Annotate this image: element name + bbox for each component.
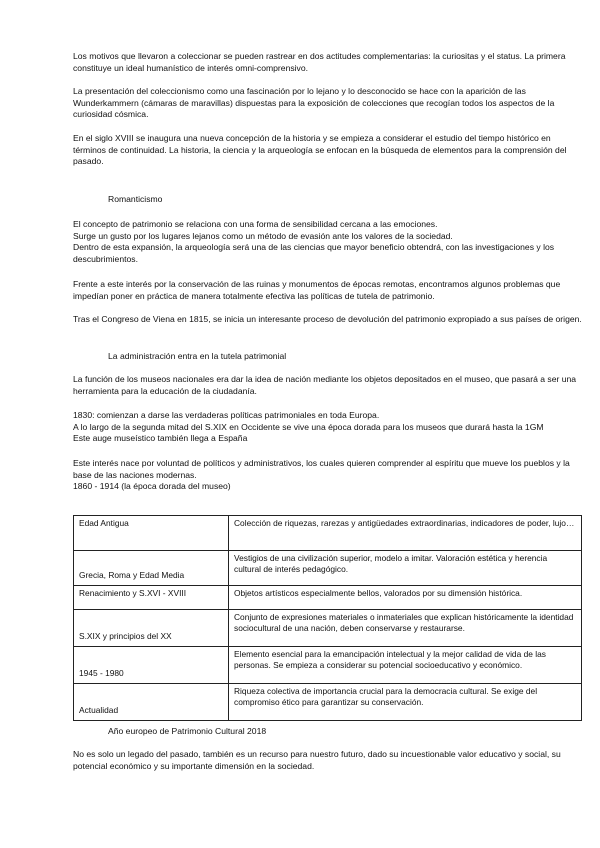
- table-row: [74, 647, 582, 684]
- paragraph-line: A lo largo de la segunda mitad del S.XIX en Occidente se vive una época dorada para los museos que durará hasta la 1GM: [73, 421, 544, 432]
- table-row: [74, 684, 582, 721]
- paragraph-interes-politicos: [73, 458, 583, 493]
- description-cell: Conjunto de expresiones materiales o inmateriales que explican históricamente la identidad sociocultural de una nación, deben conservarse y restaurarse.: [229, 610, 582, 647]
- paragraph-text: La función de los museos nacionales era dar la idea de nación mediante los objetos depositados en el museo, que pasará a ser una herramienta para la educación de la ciudadanía.: [73, 374, 577, 396]
- table-row: [74, 610, 582, 647]
- heading-romanticismo: Romanticismo: [108, 194, 163, 204]
- description-cell: Riqueza colectiva de importancia crucial para la democracia cultural. Se exige del compromiso ético para garantizar su conservación.: [229, 684, 582, 721]
- paragraph-text: La presentación del coleccionismo como una fascinación por lo lejano y lo desconocido se hace con la aparición de las Wunderkammern (cámaras de maravillas) dispuestas para la exposición de colecciones que recogían todos los aspectos de la curiosidad cósmica.: [73, 86, 555, 119]
- period-cell: Actualidad: [74, 684, 229, 721]
- paragraph-congreso-viena: [73, 314, 583, 326]
- paragraph-legado: [73, 749, 583, 772]
- patrimonio-evolution-table: [73, 515, 582, 721]
- description-cell: Elemento esencial para la emancipación intelectual y la mejor calidad de vida de las personas. Se empieza a considerar su potencial socioeducativo y económico.: [229, 647, 582, 684]
- paragraph-politicas-1830: [73, 410, 583, 445]
- table-row: [74, 551, 582, 586]
- paragraph-line: Dentro de esta expansión, la arqueología será una de las ciencias que mayor beneficio obtendrá, con las investigaciones y los descubrimientos.: [73, 242, 555, 264]
- paragraph-text: Este interés nace por voluntad de políticos y administrativos, los cuales quieren comprender al espíritu que mueve los pueblos y la base de las naciones modernas.: [73, 458, 570, 480]
- paragraph-line: El concepto de patrimonio se relaciona con una forma de sensibilidad cercana a las emociones.: [73, 219, 438, 229]
- period-cell: 1945 - 1980: [74, 647, 229, 684]
- paragraph-text: En el siglo XVIII se inaugura una nueva concepción de la historia y se empieza a considerar el estudio del tiempo histórico en términos de continuidad. La historia, la ciencia y la arqueología se enfocan en la búsqueda de elementos para la comprensión del pasado.: [73, 133, 567, 166]
- paragraph-patrimonio-emociones: [73, 219, 583, 265]
- paragraph-museos-nacionales: [73, 374, 583, 397]
- paragraph-line: 1860 - 1914 (la época dorada del museo): [73, 481, 231, 491]
- heading-ano-europeo: Año europeo de Patrimonio Cultural 2018: [108, 726, 267, 736]
- description-cell: Objetos artísticos especialmente bellos, valorados por su dimensión histórica.: [229, 586, 582, 610]
- paragraph-text: Frente a este interés por la conservación de las ruinas y monumentos de épocas remotas, encontramos algunos problemas que impedían poner en práctica de manera totalmente efectiva las políticas de tutela de patrimonio.: [73, 279, 561, 301]
- period-cell: S.XIX y principios del XX: [74, 610, 229, 647]
- period-cell: Grecia, Roma y Edad Media: [74, 551, 229, 586]
- period-cell: Renacimiento y S.XVI - XVIII: [74, 586, 229, 610]
- paragraph-conservacion: [73, 279, 583, 302]
- paragraph-line: 1830: comienzan a darse las verdaderas políticas patrimoniales en toda Europa.: [73, 410, 380, 420]
- description-cell: Vestigios de una civilización superior, modelo a imitar. Valoración estética y herencia cultural de interés pedagógico.: [229, 551, 582, 586]
- table-row: [74, 516, 582, 551]
- paragraph-text: Tras el Congreso de Viena en 1815, se inicia un interesante proceso de devolución del patrimonio expropiado a sus países de origen.: [73, 314, 582, 324]
- data-table: [73, 515, 582, 721]
- period-cell: Edad Antigua: [74, 516, 229, 551]
- paragraph-motivos: [73, 51, 583, 74]
- heading-administracion: La administración entra en la tutela patrimonial: [108, 351, 287, 361]
- paragraph-siglo-xviii: [73, 133, 583, 168]
- paragraph-text: Los motivos que llevaron a coleccionar se pueden rastrear en dos actitudes complementarias: la curiositas y el status. La primera constituye un ideal humanístico de interés omni-comprensivo.: [73, 51, 566, 73]
- paragraph-text: No es solo un legado del pasado, también es un recurso para nuestro futuro, dado su incuestionable valor educativo y social, su potencial económico y su importante dimensión en la sociedad.: [73, 749, 561, 771]
- paragraph-coleccionismo: [73, 86, 583, 121]
- paragraph-line: Este auge museístico también llega a España: [73, 433, 248, 443]
- table-row: [74, 586, 582, 610]
- paragraph-line: Surge un gusto por los lugares lejanos como un método de evasión ante los valores de la sociedad.: [73, 230, 453, 241]
- description-cell: Colección de riquezas, rarezas y antigüedades extraordinarias, indicadores de poder, lujo…: [229, 516, 582, 551]
